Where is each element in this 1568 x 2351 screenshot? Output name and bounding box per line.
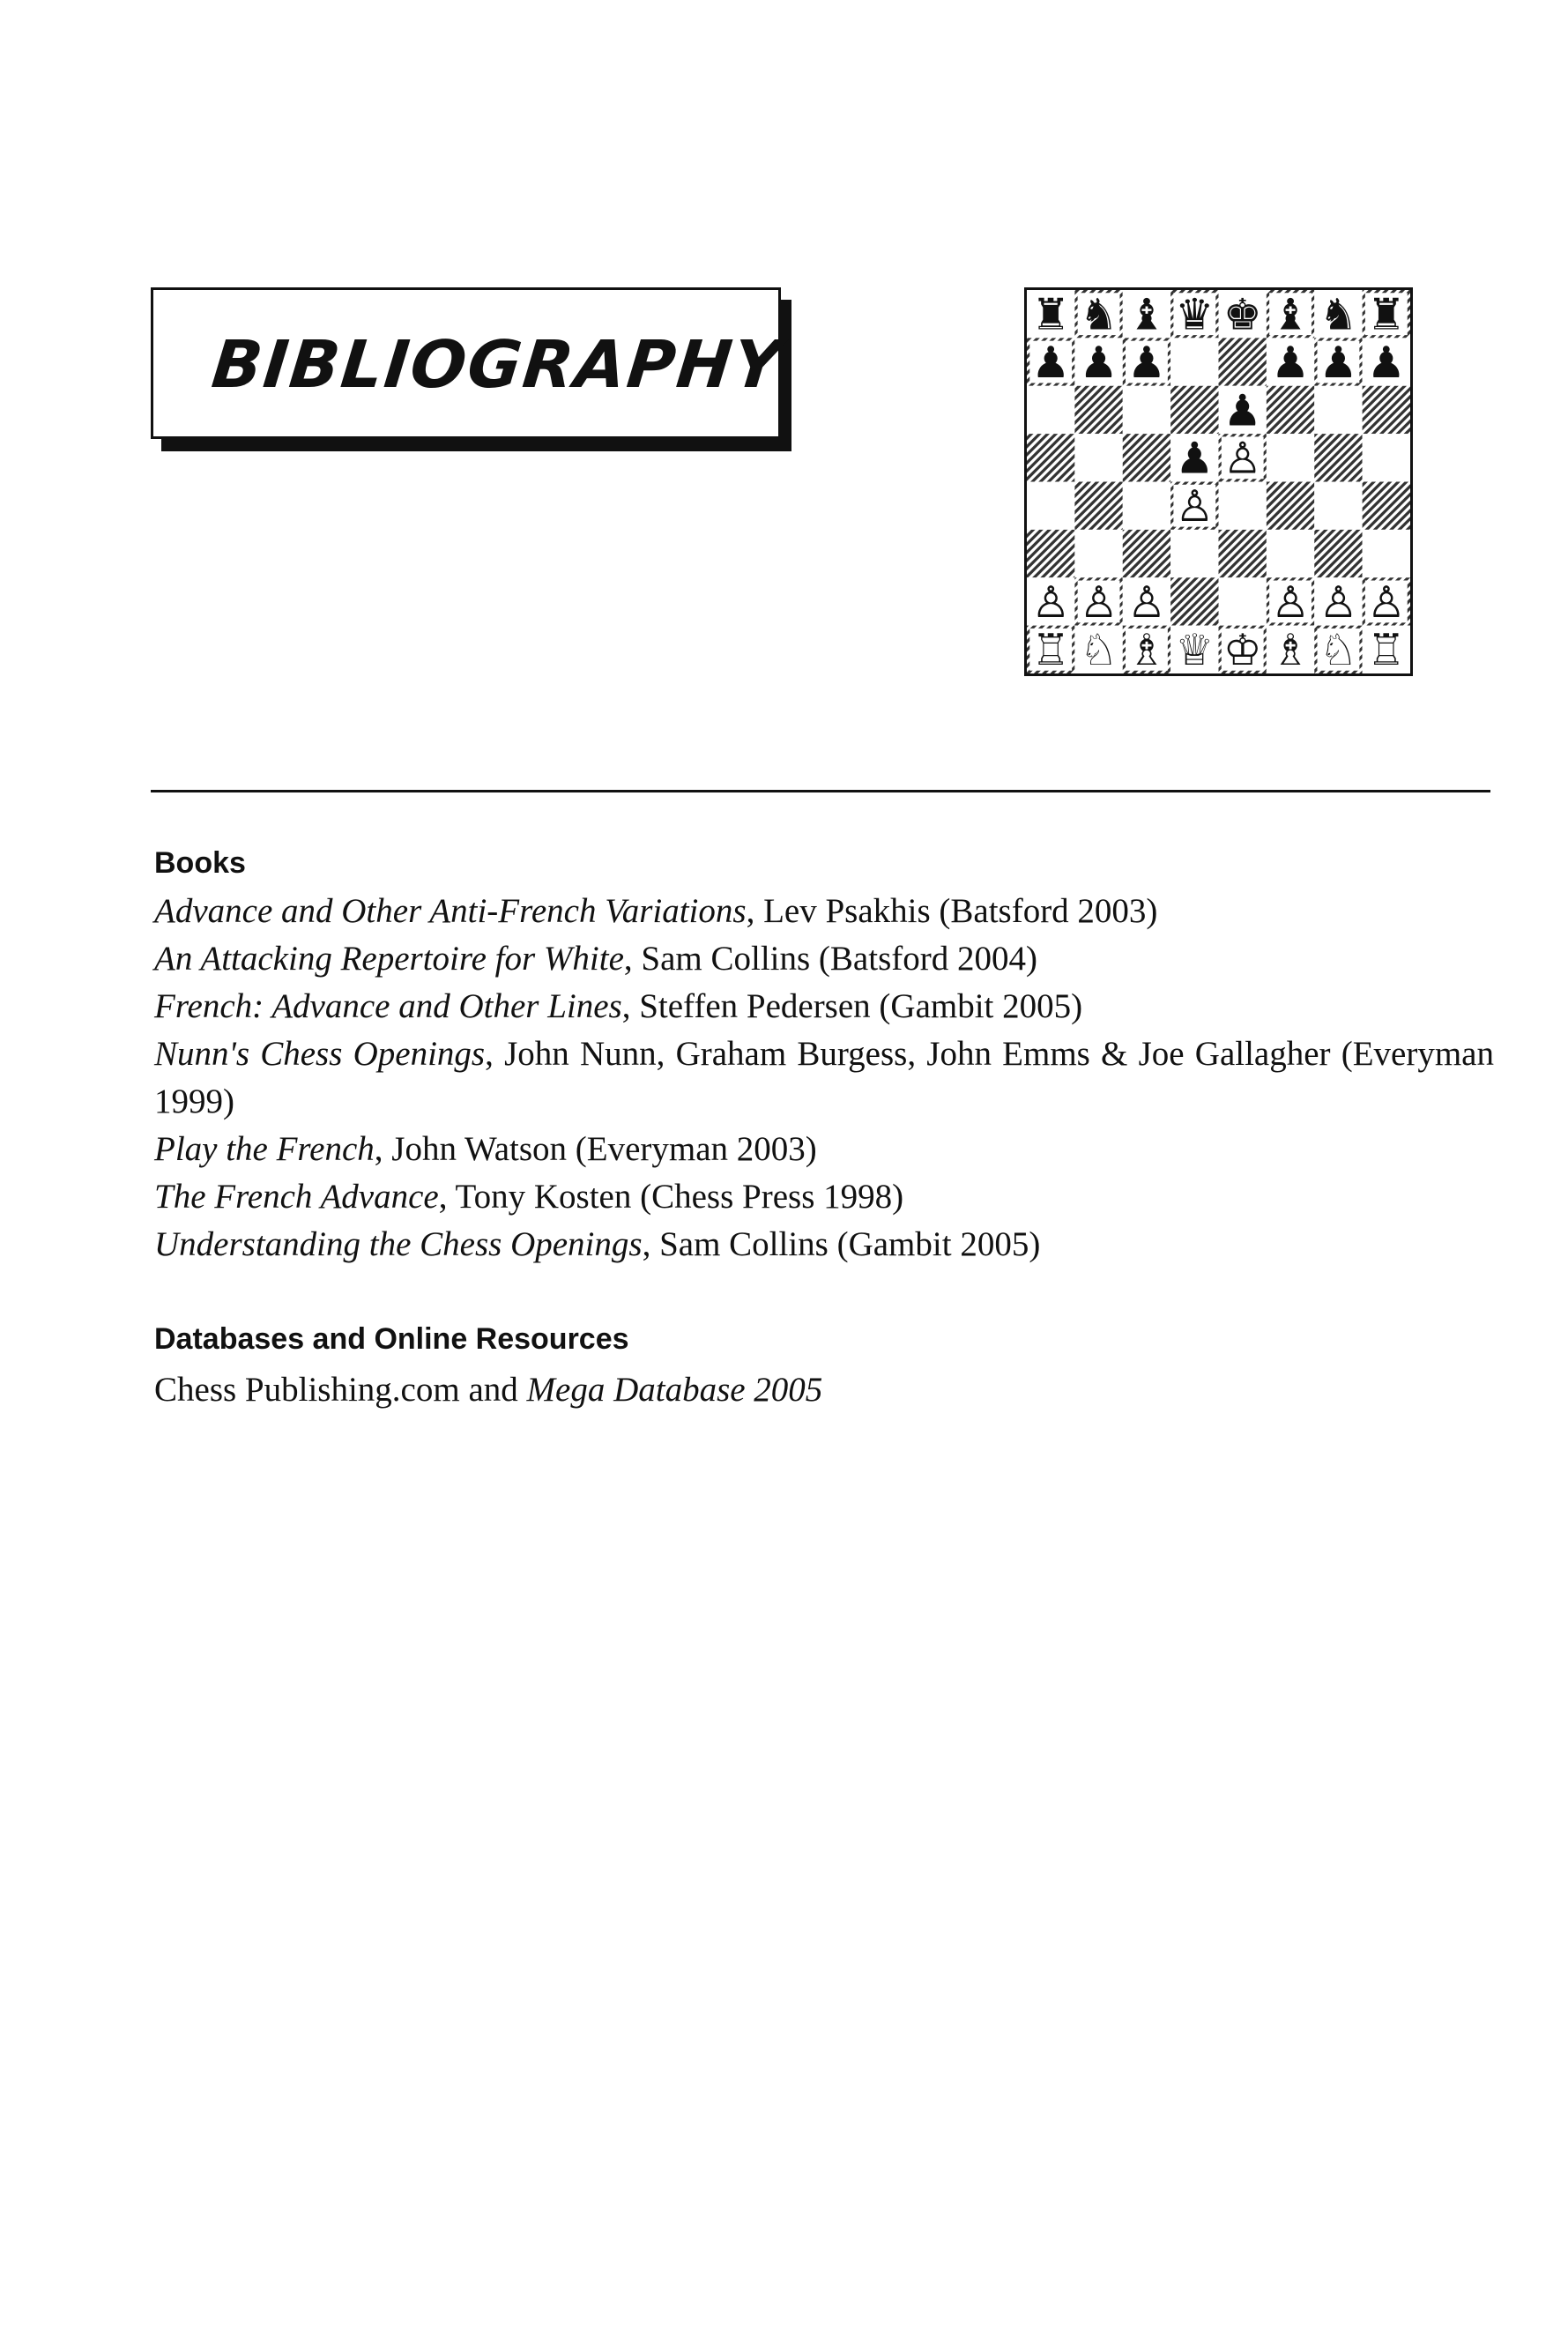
- books-list: [154, 888, 1494, 1268]
- black-piece-icon: [1271, 338, 1310, 388]
- book-entry: [154, 1030, 1494, 1126]
- page-title: BIBLIOGRAPHY: [208, 327, 787, 403]
- chess-diagram: [1024, 287, 1413, 676]
- white-piece-icon: [1175, 481, 1214, 532]
- white-piece-icon: [1271, 625, 1310, 673]
- white-piece-icon: [1367, 577, 1406, 628]
- board-square: [1314, 386, 1362, 434]
- board-square: [1314, 482, 1362, 530]
- black-piece-icon: [1175, 434, 1214, 484]
- board-square: [1027, 386, 1074, 434]
- book-title: An Attacking Repertoire for White: [154, 940, 624, 978]
- board-square: [1074, 386, 1122, 434]
- board-square: [1074, 482, 1122, 530]
- black-piece-icon: [1080, 338, 1118, 388]
- databases-text: Chess Publishing.com and: [154, 1371, 527, 1409]
- book-entry: [154, 1173, 1494, 1221]
- books-heading: Books: [154, 846, 246, 880]
- board-square: [1267, 530, 1314, 577]
- book-title: The French Advance: [154, 1178, 439, 1216]
- chessboard-icon: [1027, 290, 1410, 673]
- board-square: [1074, 530, 1122, 577]
- book-title: Nunn's Chess Openings: [154, 1035, 486, 1073]
- white-piece-icon: [1271, 577, 1310, 628]
- white-piece-icon: [1319, 625, 1358, 673]
- book-details: , Steffen Pedersen (Gambit 2005): [621, 987, 1083, 1025]
- databases-heading: Databases and Online Resources: [154, 1322, 629, 1356]
- board-square: [1074, 434, 1122, 481]
- white-piece-icon: [1127, 625, 1166, 673]
- board-square: [1170, 530, 1218, 577]
- section-divider: [151, 790, 1490, 792]
- book-details: , Sam Collins (Gambit 2005): [642, 1225, 1041, 1263]
- board-square: [1267, 434, 1314, 481]
- black-piece-icon: [1367, 338, 1406, 388]
- black-piece-icon: [1031, 338, 1070, 388]
- book-details: , John Watson (Everyman 2003): [374, 1130, 817, 1168]
- board-square: [1027, 530, 1074, 577]
- board-square: [1267, 482, 1314, 530]
- book-entry: [154, 983, 1494, 1030]
- white-piece-icon: [1223, 625, 1262, 673]
- book-entry: [154, 935, 1494, 983]
- book-details: , Sam Collins (Batsford 2004): [623, 940, 1037, 978]
- board-square: [1314, 434, 1362, 481]
- board-square: [1219, 577, 1267, 625]
- board-square: [1363, 530, 1410, 577]
- black-piece-icon: [1319, 338, 1358, 388]
- board-square: [1363, 434, 1410, 481]
- black-piece-icon: [1031, 290, 1070, 340]
- book-entry: [154, 888, 1494, 935]
- board-square: [1314, 530, 1362, 577]
- black-piece-icon: [1223, 290, 1262, 340]
- black-piece-icon: [1319, 290, 1358, 340]
- white-piece-icon: [1080, 577, 1118, 628]
- board-square: [1267, 386, 1314, 434]
- board-square: [1363, 386, 1410, 434]
- databases-entry: [154, 1366, 822, 1414]
- board-square: [1123, 530, 1170, 577]
- book-details: , Tony Kosten (Chess Press 1998): [438, 1178, 904, 1216]
- white-piece-icon: [1127, 577, 1166, 628]
- board-square: [1363, 482, 1410, 530]
- white-piece-icon: [1031, 577, 1070, 628]
- board-square: [1219, 530, 1267, 577]
- book-entry: [154, 1221, 1494, 1268]
- book-title: Advance and Other Anti-French Variations: [154, 892, 747, 930]
- board-square: [1027, 482, 1074, 530]
- book-details: , John Nunn, Graham Burgess, John Emms & Joe Gallagher (Everyman 1999): [154, 1035, 1494, 1120]
- black-piece-icon: [1127, 290, 1166, 340]
- book-details: , Lev Psakhis (Batsford 2003): [746, 892, 1158, 930]
- board-square: [1027, 434, 1074, 481]
- white-piece-icon: [1367, 625, 1406, 673]
- white-piece-icon: [1223, 434, 1262, 484]
- board-square: [1170, 338, 1218, 385]
- board-square: [1123, 482, 1170, 530]
- board-square: [1219, 482, 1267, 530]
- database-title: Mega Database 2005: [526, 1371, 823, 1409]
- board-square: [1123, 434, 1170, 481]
- board-square: [1170, 386, 1218, 434]
- black-piece-icon: [1127, 338, 1166, 388]
- black-piece-icon: [1223, 385, 1262, 435]
- title-box: [151, 287, 787, 439]
- white-piece-icon: [1319, 577, 1358, 628]
- white-piece-icon: [1080, 625, 1118, 673]
- book-title: Understanding the Chess Openings: [154, 1225, 643, 1263]
- black-piece-icon: [1080, 290, 1118, 340]
- black-piece-icon: [1271, 290, 1310, 340]
- black-piece-icon: [1175, 290, 1214, 340]
- black-piece-icon: [1367, 290, 1406, 340]
- white-piece-icon: [1031, 625, 1070, 673]
- book-entry: [154, 1126, 1494, 1173]
- board-square: [1170, 577, 1218, 625]
- board-square: [1219, 338, 1267, 385]
- book-title: French: Advance and Other Lines: [154, 987, 622, 1025]
- white-piece-icon: [1175, 625, 1214, 673]
- board-square: [1123, 386, 1170, 434]
- book-title: Play the French: [154, 1130, 375, 1168]
